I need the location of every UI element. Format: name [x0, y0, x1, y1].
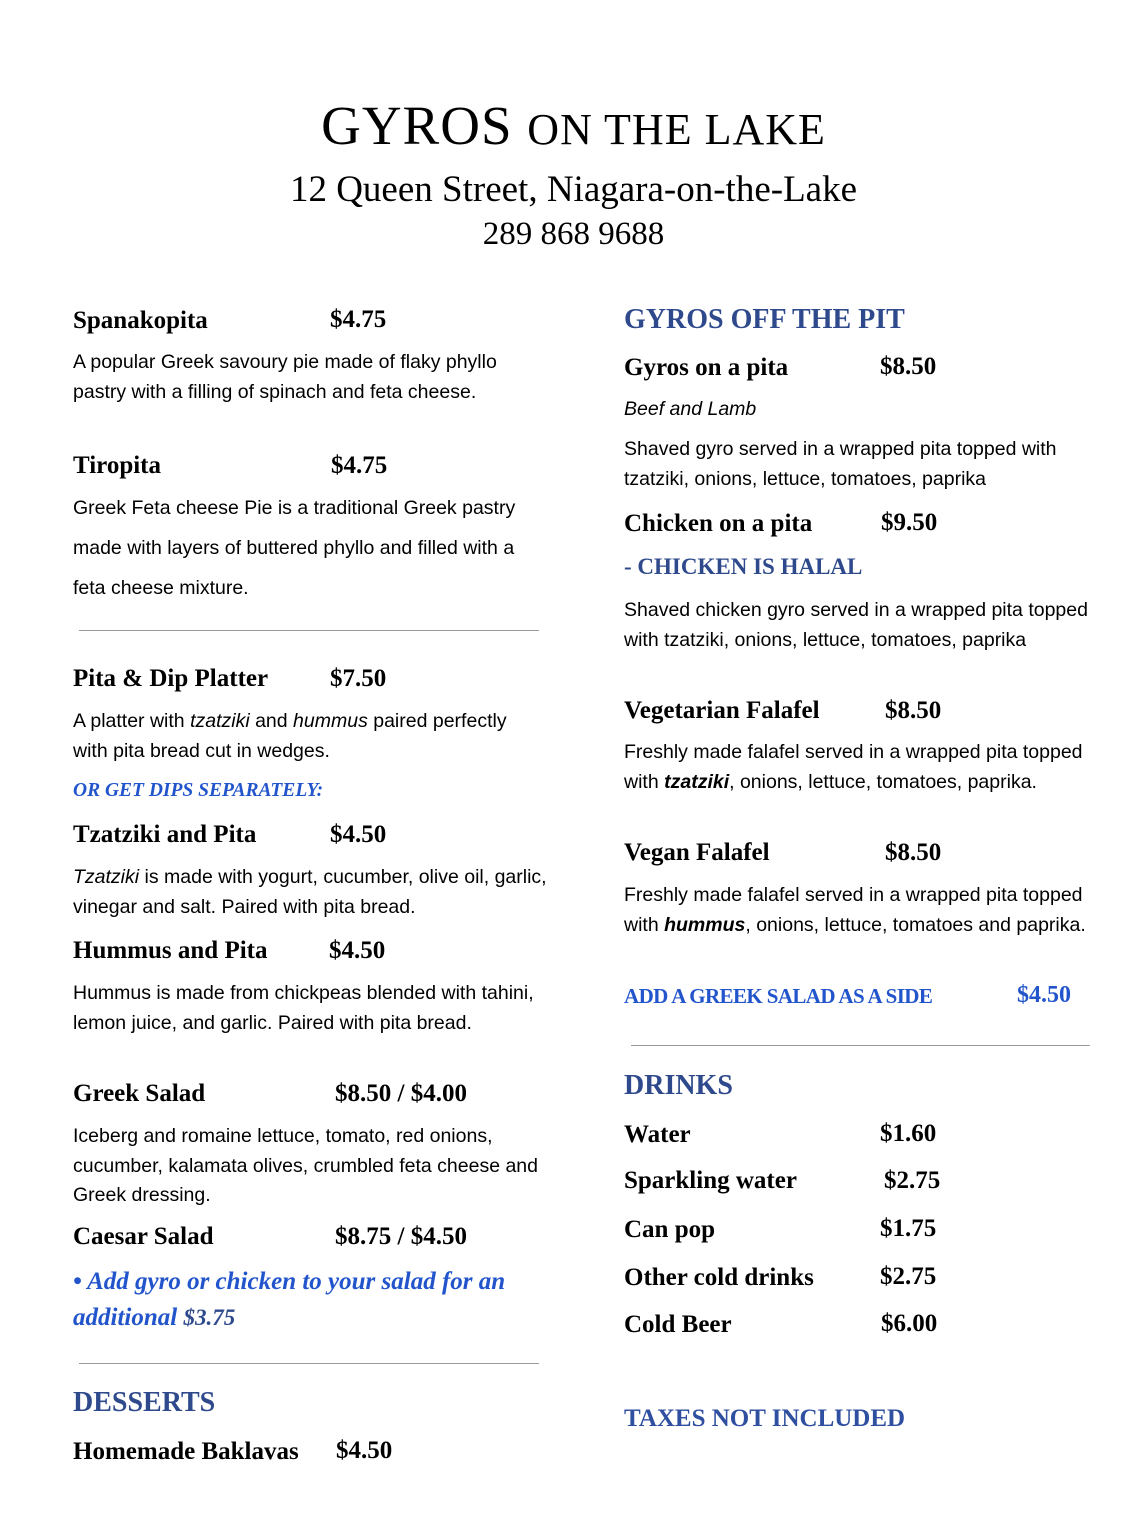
vegan-falafel-name: Vegan Falafel	[624, 839, 770, 866]
veg-falafel-desc: Freshly made falafel served in a wrapped pita topped with tzatziki, onions, lettuce, tomatoes, paprika.	[624, 741, 1083, 793]
spanakopita-name: Spanakopita	[73, 307, 208, 334]
gyros-heading: GYROS OFF THE PIT	[624, 304, 905, 335]
drink-name: Sparkling water	[624, 1167, 797, 1194]
caesar-salad-price: $8.75 / $4.50	[335, 1223, 467, 1250]
drink-price: $6.00	[881, 1310, 938, 1337]
drink-price: $1.75	[880, 1215, 937, 1242]
title-main: GYROS	[321, 95, 513, 156]
restaurant-address: 12 Queen Street, Niagara-on-the-Lake	[289, 169, 858, 210]
spanakopita-price: $4.75	[330, 306, 387, 333]
greek-salad-price: $8.50 / $4.00	[335, 1080, 467, 1107]
pita-dip-desc: A platter with tzatziki and hummus paired perfectly with pita bread cut in wedges.	[73, 710, 507, 762]
tiropita-desc: Greek Feta cheese Pie is a traditional Greek pastry made with layers of buttered phyllo and filled with a feta cheese mixture.	[73, 497, 516, 599]
chicken-pita-price: $9.50	[881, 509, 938, 536]
drink-price: $2.75	[880, 1263, 937, 1290]
veg-falafel-name: Vegetarian Falafel	[624, 697, 820, 724]
gyros-pita-sub: Beef and Lamb	[624, 398, 757, 420]
vegan-falafel-price: $8.50	[885, 839, 942, 866]
pita-dip-name: Pita & Dip Platter	[73, 665, 269, 692]
side-salad-price: $4.50	[1017, 982, 1071, 1008]
chicken-halal-note: - CHICKEN IS HALAL	[624, 554, 863, 579]
desserts-heading: DESSERTS	[73, 1387, 216, 1418]
taxes-note: TAXES NOT INCLUDED	[624, 1405, 906, 1432]
tiropita-name: Tiropita	[73, 452, 161, 479]
drink-name: Cold Beer	[624, 1311, 732, 1338]
spanakopita-desc: A popular Greek savoury pie made of flaky phyllo pastry with a filling of spinach and feta cheese.	[73, 351, 497, 403]
hummus-desc: Hummus is made from chickpeas blended with tahini, lemon juice, and garlic. Paired with pita bread.	[73, 982, 534, 1034]
tiropita-price: $4.75	[331, 452, 388, 479]
tzatziki-name: Tzatziki and Pita	[73, 821, 257, 848]
chicken-pita-name: Chicken on a pita	[624, 510, 813, 537]
greek-salad-name: Greek Salad	[73, 1080, 206, 1107]
drinks-heading: DRINKS	[624, 1070, 733, 1101]
salad-addon-note: • Add gyro or chicken to your salad for an additional $3.75	[73, 1268, 506, 1331]
tzatziki-price: $4.50	[330, 821, 387, 848]
gyros-pita-desc: Shaved gyro served in a wrapped pita topped with tzatziki, onions, lettuce, tomatoes, paprika	[624, 438, 1057, 490]
pita-dip-price: $7.50	[330, 665, 387, 692]
baklava-name: Homemade Baklavas	[73, 1438, 299, 1465]
restaurant-phone: 289 868 9688	[482, 216, 665, 252]
greek-salad-desc: Iceberg and romaine lettuce, tomato, red onions, cucumber, kalamata olives, crumbled feta cheese and Greek dressing.	[73, 1125, 539, 1206]
title-rest: ON THE LAKE	[527, 105, 826, 154]
left-divider-1	[79, 630, 539, 631]
hummus-price: $4.50	[329, 937, 386, 964]
chicken-pita-desc: Shaved chicken gyro served in a wrapped pita topped with tzatziki, onions, lettuce, tomatoes, paprika	[624, 599, 1088, 651]
vegan-falafel-desc: Freshly made falafel served in a wrapped pita topped with hummus, onions, lettuce, tomatoes and paprika.	[624, 884, 1086, 936]
restaurant-title	[0, 94, 1147, 157]
drink-price: $2.75	[884, 1167, 941, 1194]
left-divider-2	[79, 1363, 539, 1364]
drink-name: Other cold drinks	[624, 1264, 814, 1291]
drink-price: $1.60	[880, 1120, 937, 1147]
dips-separately-note: OR GET DIPS SEPARATELY:	[73, 780, 324, 801]
right-divider	[631, 1045, 1090, 1046]
drink-name: Water	[624, 1121, 691, 1148]
veg-falafel-price: $8.50	[885, 697, 942, 724]
tzatziki-desc: Tzatziki is made with yogurt, cucumber, olive oil, garlic, vinegar and salt. Paired with pita bread.	[73, 866, 547, 918]
gyros-pita-price: $8.50	[880, 353, 937, 380]
baklava-price: $4.50	[336, 1437, 393, 1464]
side-salad-label: ADD A GREEK SALAD AS A SIDE	[624, 984, 933, 1008]
caesar-salad-name: Caesar Salad	[73, 1223, 214, 1250]
gyros-pita-name: Gyros on a pita	[624, 354, 789, 381]
hummus-name: Hummus and Pita	[73, 937, 268, 964]
drink-name: Can pop	[624, 1216, 716, 1243]
